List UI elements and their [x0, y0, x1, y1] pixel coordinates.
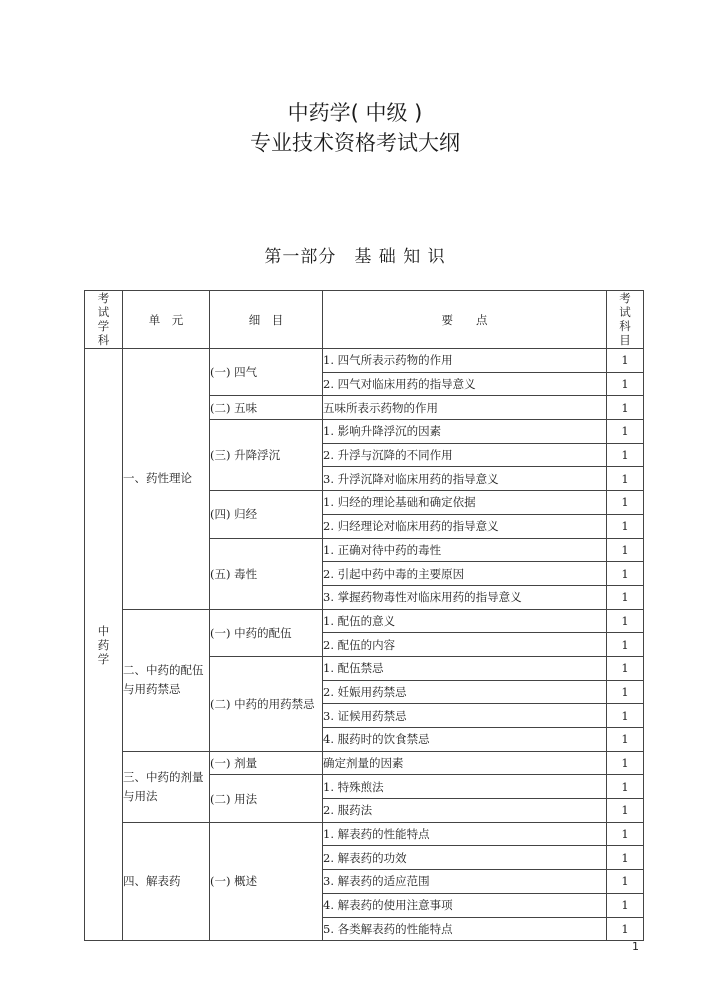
level-cell: 1 — [607, 775, 644, 799]
title-line-2: 专业技术资格考试大纲 — [250, 131, 460, 155]
point-cell: 3. 升浮沉降对临床用药的指导意义 — [323, 467, 607, 491]
item-cell: (二) 五味 — [210, 396, 323, 420]
point-cell: 确定剂量的因素 — [323, 751, 607, 775]
point-cell: 1. 配伍的意义 — [323, 609, 607, 633]
level-cell: 1 — [607, 443, 644, 467]
point-cell: 4. 解表药的使用注意事项 — [323, 893, 607, 917]
table-body — [85, 349, 644, 941]
point-cell: 3. 解表药的适应范围 — [323, 870, 607, 894]
item-cell: (四) 归经 — [210, 491, 323, 538]
level-cell: 1 — [607, 349, 644, 373]
header-level: 考试科目 — [607, 291, 644, 349]
level-cell: 1 — [607, 680, 644, 704]
point-cell: 2. 四气对临床用药的指导意义 — [323, 372, 607, 396]
header-point: 要 点 — [323, 291, 607, 349]
point-cell: 1. 四气所表示药物的作用 — [323, 349, 607, 373]
level-cell: 1 — [607, 656, 644, 680]
level-cell: 1 — [607, 870, 644, 894]
level-cell: 1 — [607, 420, 644, 444]
level-cell: 1 — [607, 538, 644, 562]
point-cell: 2. 引起中药中毒的主要原因 — [323, 562, 607, 586]
item-cell: (二) 中药的用药禁忌 — [210, 656, 323, 751]
item-cell: (二) 用法 — [210, 775, 323, 822]
unit-cell: 三、中药的剂量与用法 — [123, 751, 210, 822]
item-cell: (一) 中药的配伍 — [210, 609, 323, 656]
level-cell: 1 — [607, 751, 644, 775]
point-cell: 1. 归经的理论基础和确定依据 — [323, 491, 607, 515]
table-header-row — [85, 291, 644, 349]
point-cell: 4. 服药时的饮食禁忌 — [323, 728, 607, 752]
unit-cell: 四、解表药 — [123, 822, 210, 940]
level-cell: 1 — [607, 491, 644, 515]
point-cell: 1. 解表药的性能特点 — [323, 822, 607, 846]
level-cell: 1 — [607, 799, 644, 823]
title-line-1: 中药学( 中级 ) — [287, 101, 423, 125]
item-cell: (五) 毒性 — [210, 538, 323, 609]
point-cell: 2. 升浮与沉降的不同作用 — [323, 443, 607, 467]
table-row — [85, 609, 644, 633]
level-cell: 1 — [607, 585, 644, 609]
point-cell: 3. 证候用药禁忌 — [323, 704, 607, 728]
point-cell: 1. 配伍禁忌 — [323, 656, 607, 680]
subject-cell: 中药学 — [85, 349, 123, 941]
point-cell: 1. 特殊煎法 — [323, 775, 607, 799]
level-cell: 1 — [607, 372, 644, 396]
item-cell: (一) 四气 — [210, 349, 323, 396]
unit-cell: 二、中药的配伍与用药禁忌 — [123, 609, 210, 751]
header-subject: 考试学科 — [85, 291, 123, 349]
level-cell: 1 — [607, 846, 644, 870]
point-cell: 1. 正确对待中药的毒性 — [323, 538, 607, 562]
level-cell: 1 — [607, 917, 644, 941]
point-cell: 1. 影响升降浮沉的因素 — [323, 420, 607, 444]
point-cell: 五味所表示药物的作用 — [323, 396, 607, 420]
point-cell: 2. 归经理论对临床用药的指导意义 — [323, 514, 607, 538]
level-cell: 1 — [607, 728, 644, 752]
level-cell: 1 — [607, 704, 644, 728]
level-cell: 1 — [607, 822, 644, 846]
item-cell: (三) 升降浮沉 — [210, 420, 323, 491]
syllabus-table — [84, 290, 644, 941]
level-cell: 1 — [607, 514, 644, 538]
unit-cell: 一、药性理论 — [123, 349, 210, 610]
point-cell: 5. 各类解表药的性能特点 — [323, 917, 607, 941]
point-cell: 2. 配伍的内容 — [323, 633, 607, 657]
header-item: 细 目 — [210, 291, 323, 349]
document-title — [0, 98, 710, 158]
level-cell: 1 — [607, 633, 644, 657]
header-unit: 单 元 — [123, 291, 210, 349]
level-cell: 1 — [607, 893, 644, 917]
page-number: 1 — [632, 940, 639, 953]
level-cell: 1 — [607, 609, 644, 633]
table-row — [85, 349, 644, 373]
point-cell: 2. 妊娠用药禁忌 — [323, 680, 607, 704]
table-row — [85, 822, 644, 846]
level-cell: 1 — [607, 467, 644, 491]
item-cell: (一) 概述 — [210, 822, 323, 940]
level-cell: 1 — [607, 396, 644, 420]
point-cell: 3. 掌握药物毒性对临床用药的指导意义 — [323, 585, 607, 609]
point-cell: 2. 服药法 — [323, 799, 607, 823]
level-cell: 1 — [607, 562, 644, 586]
part-heading: 第一部分 基 础 知 识 — [264, 247, 446, 267]
item-cell: (一) 剂量 — [210, 751, 323, 775]
table-row — [85, 751, 644, 775]
point-cell: 2. 解表药的功效 — [323, 846, 607, 870]
